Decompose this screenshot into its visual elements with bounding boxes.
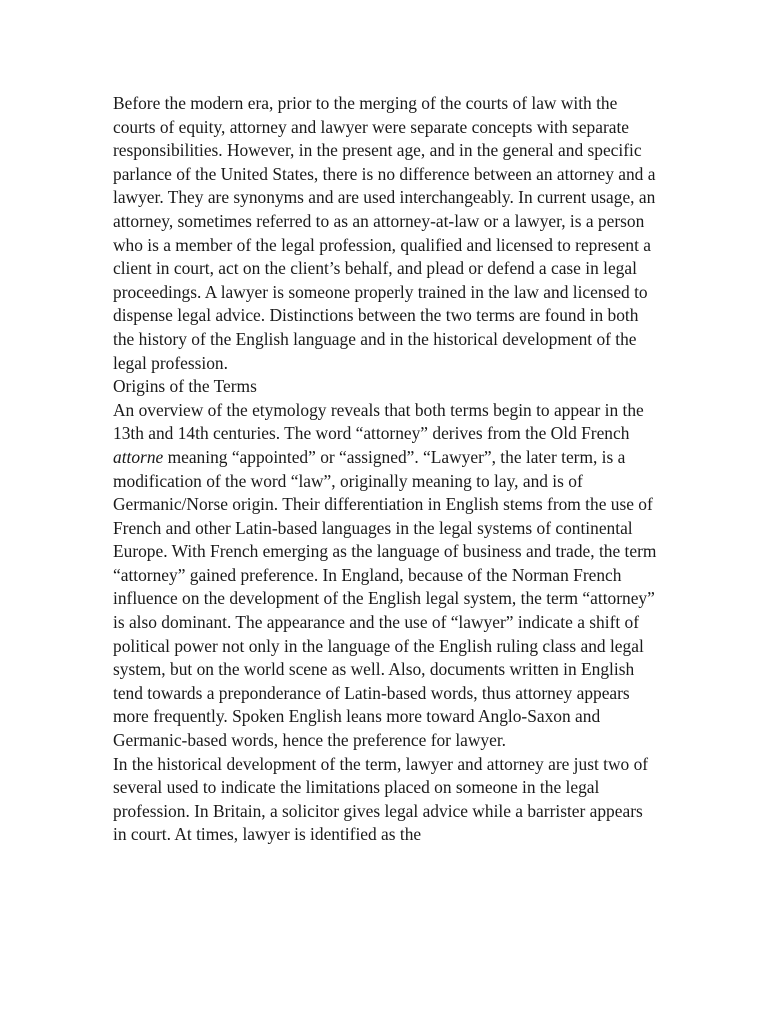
paragraph-etymology <box>113 399 658 753</box>
paragraph-etymology-text-2: meaning “appointed” or “assigned”. “Lawyer”, the later term, is a modification of the word “law”, originally meaning to lay, and is of Germanic/Norse origin. Their differentiation in English stems from the use of French and other Latin-based languages in the legal systems of continental Europe. With French emerging as the language of business and trade, the term “attorney” gained preference. In England, because of the Norman French influence on the development of the English legal system, the term “attorney” is also dominant. The appearance and the use of “lawyer” indicate a shift of political power not only in the language of the English ruling class and legal system, but on the world scene as well. Also, documents written in English tend towards a preponderance of Latin-based words, thus attorney appears more frequently. Spoken English leans more toward Anglo-Saxon and Germanic-based words, hence the preference for lawyer. <box>113 446 657 751</box>
section-heading-origins: Origins of the Terms <box>113 376 257 397</box>
italic-term-attorne: attorne <box>113 446 164 467</box>
paragraph-etymology-text-1: An overview of the etymology reveals that both terms begin to appear in the 13th and 14th centuries. The word “attorney” derives from the Old French <box>113 399 644 444</box>
paragraph-attorney-lawyer-intro: Before the modern era, prior to the merging of the courts of law with the courts of equity, attorney and lawyer were separate concepts with separate responsibilities. However, in the present age, and in the general and specific parlance of the United States, there is no difference between an attorney and a lawyer. They are synonyms and are used interchangeably. In current usage, an attorney, sometimes referred to as an attorney-at-law or a lawyer, is a person who is a member of the legal profession, qualified and licensed to represent a client in court, act on the client’s behalf, and plead or defend a case in legal proceedings. A lawyer is someone properly trained in the law and licensed to dispense legal advice. Distinctions between the two terms are found in both the history of the English language and in the historical development of the legal profession. <box>113 93 656 373</box>
paragraph-historical-development: In the historical development of the term, lawyer and attorney are just two of several used to indicate the limitations placed on someone in the legal profession. In Britain, a solicitor gives legal advice while a barrister appears in court. At times, lawyer is identified as the <box>113 753 649 845</box>
document-page <box>113 92 658 847</box>
